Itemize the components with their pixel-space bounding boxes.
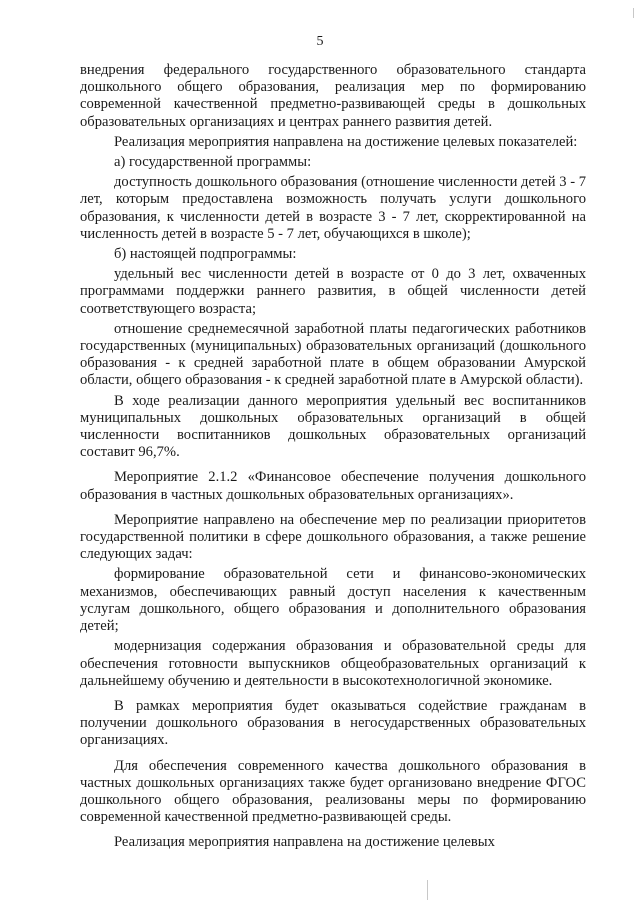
paragraph: б) настоящей подпрограммы: [114, 246, 297, 263]
document-body [80, 62, 586, 855]
paragraph: В ходе реализации данного мероприятия удельный вес воспитанников муниципальных дошкольных образовательных организаций в общей численности воспитанников дошкольных образовательных организаций составит 96,7%. [80, 392, 586, 461]
paragraph: Мероприятие направлено на обеспечение мер по реализации приоритетов государственной политики в сфере дошкольного образования, а также решение следующих задач: [80, 511, 586, 563]
paragraph: отношение среднемесячной заработной платы педагогических работников государственных (муниципальных) образовательных организаций (дошкольного образования - к средней заработной плате в общем образовании Амурской области, общего образования - к средней заработной плате в Амурской области). [80, 320, 586, 389]
paragraph: доступность дошкольного образования (отношение численности детей 3 - 7 лет, которым предоставлена возможность получать услуги дошкольного образования, к численности детей в возрасте 3 - 7 лет, скорректированной на численность детей в возрасте 5 - 7 лет, обучающихся в школе); [80, 174, 586, 242]
paragraph-heading: Мероприятие 2.1.2 «Финансовое обеспечение получения дошкольного образования в частных дошкольных образовательных организациях». [80, 469, 586, 503]
paragraph: а) государственной программы: [114, 154, 312, 171]
paragraph: Для обеспечения современного качества дошкольного образования в частных дошкольных организациях также будет организовано внедрение ФГОС дошкольного общего образования, реализованы меры по формированию современной качественной предметно-развивающей среды. [80, 757, 586, 826]
paragraph: В рамках мероприятия будет оказываться содействие гражданам в получении дошкольного образования в негосударственных образовательных организациях. [80, 697, 586, 749]
scan-edge-mark [633, 8, 634, 18]
paragraph-continuation: внедрения федерального государственного образовательного стандарта дошкольного общего образования, реализация мер по формированию современной качественной предметно-развивающей среды в дошкольных образовательных организациях и центрах раннего развития детей. [80, 62, 586, 130]
paragraph: формирование образовательной сети и финансово-экономических механизмов, обеспечивающих равный доступ населения к качественным услугам дошкольного, общего образования и дополнительного образования детей; [80, 566, 586, 635]
paragraph: модернизация содержания образования и образовательной среды для обеспечения готовности выпускников общеобразовательных организаций к дальнейшему обучению и деятельности в высокотехнологичной экономике. [80, 638, 586, 689]
scan-edge-mark [427, 880, 428, 900]
paragraph: Реализация мероприятия направлена на достижение целевых показателей: [114, 133, 578, 150]
page-number: 5 [316, 34, 324, 49]
paragraph: Реализация мероприятия направлена на достижение целевых [114, 834, 495, 851]
paragraph: удельный вес численности детей в возрасте от 0 до 3 лет, охваченных программами поддержки раннего развития, в общей численности детей соответствующего возраста; [80, 266, 586, 317]
